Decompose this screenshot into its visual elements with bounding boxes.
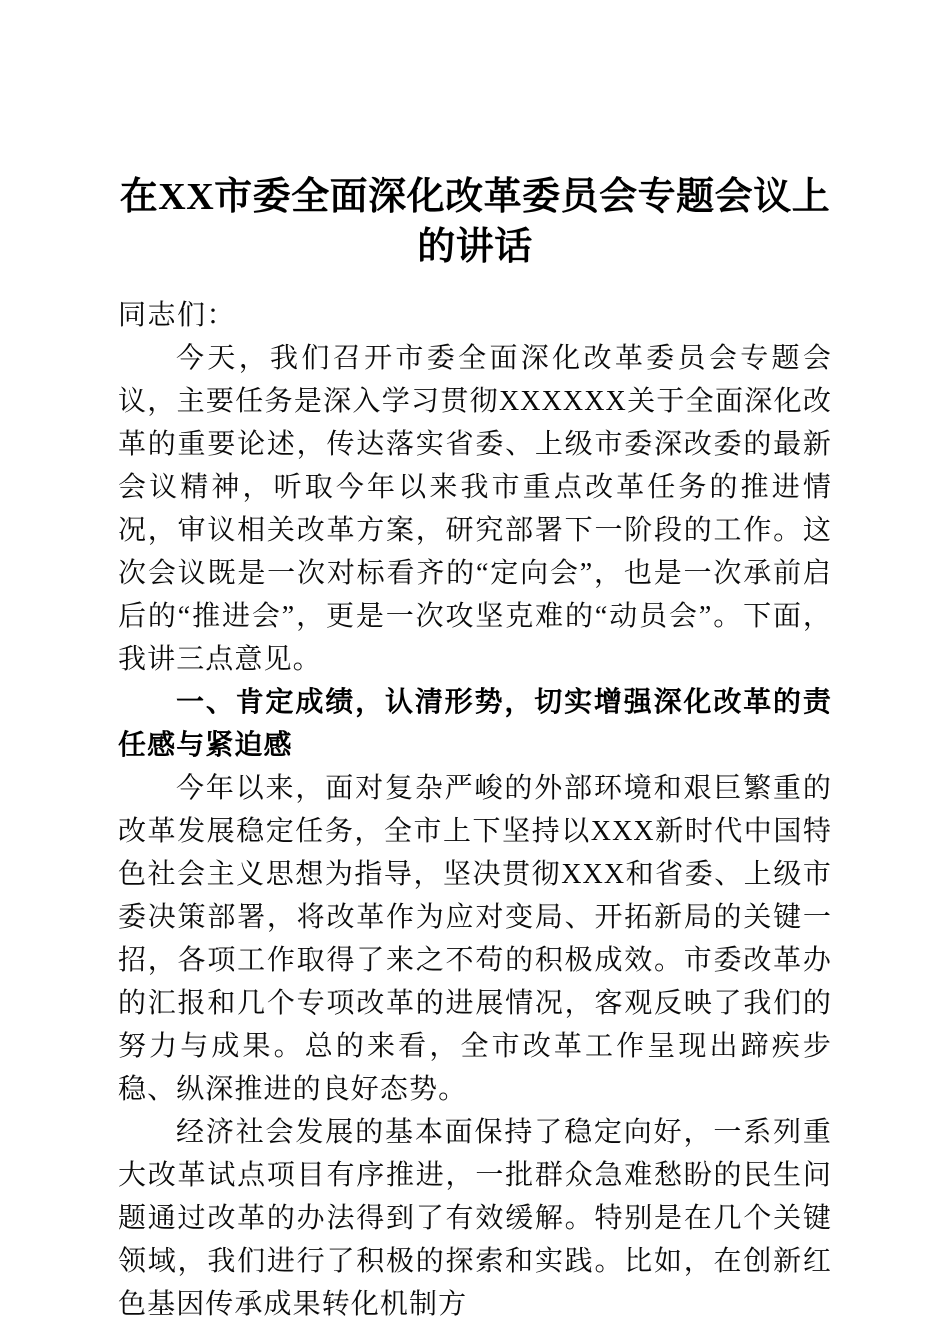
achievements-paragraph: 今年以来，面对复杂严峻的外部环境和艰巨繁重的改革发展稳定任务，全市上下坚持以XXX新时代中国特色社会主义思想为指导，坚决贯彻XXX和省委、上级市委决策部署，将改革作为应对变局、开拓新局的关键一招，各项工作取得了来之不苟的积极成效。市委改革办的汇报和几个专项改革的进展情况，客观反映了我们的努力与成果。总的来看，全市改革工作呈现出蹄疾步稳、纵深推进的良好态势。 <box>118 773 832 1105</box>
opening-paragraph: 今天，我们召开市委全面深化改革委员会专题会议，主要任务是深入学习贯彻XXXXXX关于全面深化改革的重要论述，传达落实省委、上级市委深改委的最新会议精神，听取今年以来我市重点改革任务的推进情况，审议相关改革方案，研究部署下一阶段的工作。这次会议既是一次对标看齐的“定向会”，也是一次承前启后的“推进会”，更是一次攻坚克难的“动员会”。下面，我讲三点意见。 <box>118 343 832 675</box>
title-line-2: 议上的讲话 <box>417 176 831 268</box>
section-heading-one: 一、肯定成绩，认清形势，切实增强深化改革的责任感与紧迫感 <box>118 687 832 761</box>
title-line-1: 在XX市委全面深化改革委员会专题会 <box>119 176 754 218</box>
economy-paragraph: 经济社会发展的基本面保持了稳定向好，一系列重大改革试点项目有序推进，一批群众急难愁盼的民生问题通过改革的办法得到了有效缓解。特别是在几个关键领域，我们进行了积极的探索和实践。比如，在创新红色基因传承成果转化机制方 <box>118 1117 832 1320</box>
page-title <box>118 0 832 272</box>
document-content <box>118 0 832 1326</box>
salutation: 同志们： <box>118 300 237 331</box>
